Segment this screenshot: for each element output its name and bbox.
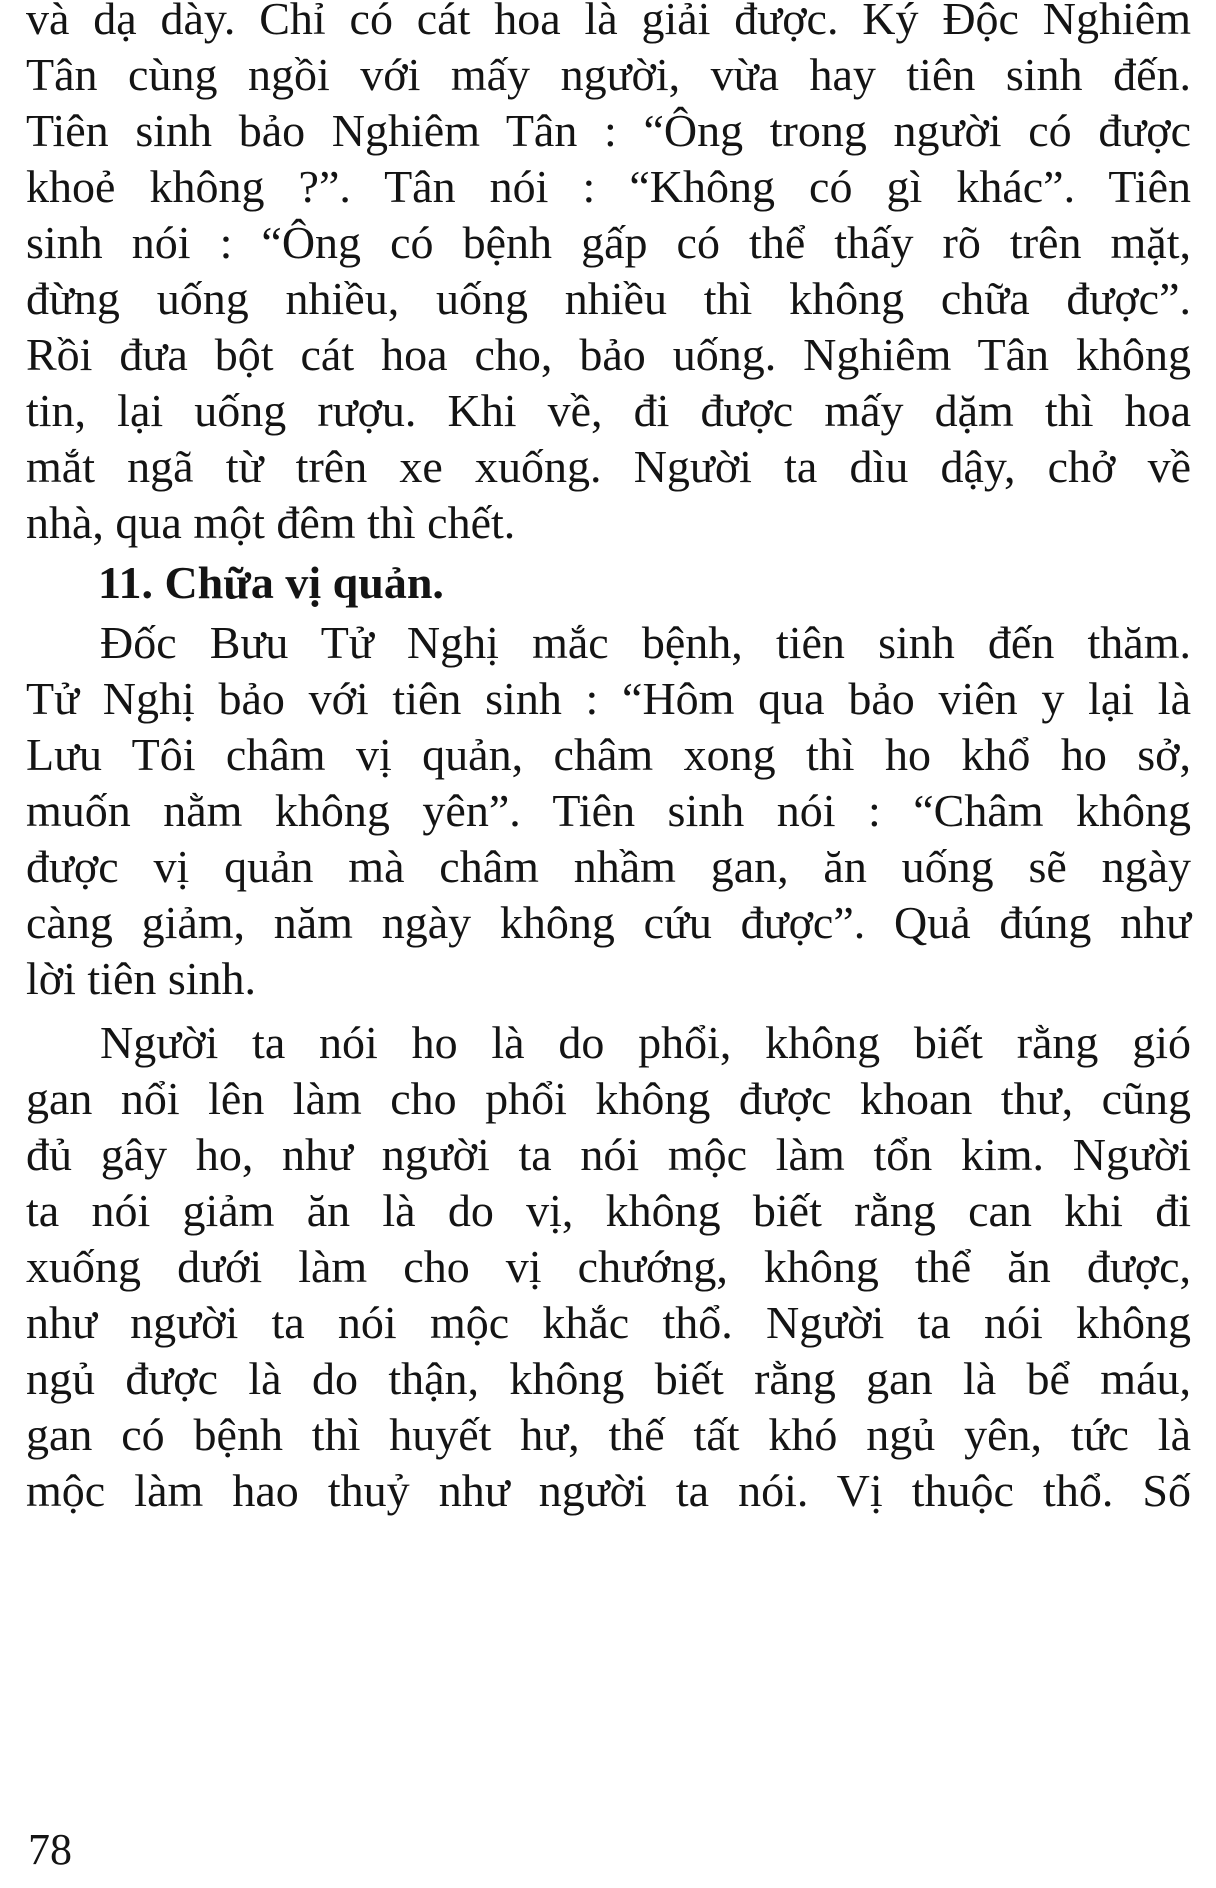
- paragraph-3-line-9: mộc làm hao thuỷ như người ta nói. Vị thuộc thổ. Số: [26, 1465, 1191, 1516]
- paragraph-2-line-5: được vị quản mà châm nhầm gan, ăn uống sẽ ngày: [26, 841, 1191, 892]
- paragraph-1-line-8: tin, lại uống rượu. Khi về, đi được mấy dặm thì hoa: [26, 385, 1191, 436]
- paragraph-3-line-2: gan nổi lên làm cho phổi không được khoan thư, cũng: [26, 1073, 1191, 1124]
- paragraph-3-line-1: Người ta nói ho là do phổi, không biết rằng gió: [100, 1017, 1191, 1068]
- paragraph-1-line-7: Rồi đưa bột cát hoa cho, bảo uống. Nghiêm Tân không: [26, 329, 1191, 380]
- paragraph-2-line-3: Lưu Tôi châm vị quản, châm xong thì ho khổ ho sở,: [26, 729, 1191, 780]
- paragraph-3-line-8: gan có bệnh thì huyết hư, thế tất khó ngủ yên, tức là: [26, 1409, 1191, 1460]
- paragraph-1-line-3: Tiên sinh bảo Nghiêm Tân : “Ông trong người có được: [26, 105, 1191, 156]
- paragraph-2-line-7: lời tiên sinh.: [26, 953, 257, 1004]
- paragraph-1-line-4: khoẻ không ?”. Tân nói : “Không có gì khác”. Tiên: [26, 161, 1191, 212]
- paragraph-3-line-5: xuống dưới làm cho vị chướng, không thể ăn được,: [26, 1241, 1191, 1292]
- paragraph-3-line-4: ta nói giảm ăn là do vị, không biết rằng can khi đi: [26, 1185, 1191, 1236]
- page-number: 78: [28, 1825, 72, 1874]
- section-heading: 11. Chữa vị quản.: [98, 557, 444, 608]
- paragraph-2-line-4: muốn nằm không yên”. Tiên sinh nói : “Châm không: [26, 785, 1191, 836]
- paragraph-1-line-6: đừng uống nhiều, uống nhiều thì không chữa được”.: [26, 273, 1191, 324]
- paragraph-2-line-1: Đốc Bưu Tử Nghị mắc bệnh, tiên sinh đến thăm.: [100, 617, 1191, 668]
- paragraph-1-line-2: Tân cùng ngồi với mấy người, vừa hay tiên sinh đến.: [26, 49, 1191, 100]
- paragraph-2-line-2: Tử Nghị bảo với tiên sinh : “Hôm qua bảo viên y lại là: [26, 673, 1191, 724]
- paragraph-1-line-5: sinh nói : “Ông có bệnh gấp có thể thấy rõ trên mặt,: [26, 217, 1191, 268]
- paragraph-3-line-3: đủ gây ho, như người ta nói mộc làm tổn kim. Người: [26, 1129, 1191, 1180]
- paragraph-1-line-9: mắt ngã từ trên xe xuống. Người ta dìu dậy, chở về: [26, 441, 1191, 492]
- paragraph-1-line-1: và dạ dày. Chỉ có cát hoa là giải được. Ký Độc Nghiêm: [26, 0, 1191, 44]
- paragraph-3-line-7: ngủ được là do thận, không biết rằng gan là bể máu,: [26, 1353, 1191, 1404]
- paragraph-1-line-10: nhà, qua một đêm thì chết.: [26, 497, 516, 548]
- paragraph-2-line-6: càng giảm, năm ngày không cứu được”. Quả đúng như: [26, 897, 1191, 948]
- paragraph-3-line-6: như người ta nói mộc khắc thổ. Người ta nói không: [26, 1297, 1191, 1348]
